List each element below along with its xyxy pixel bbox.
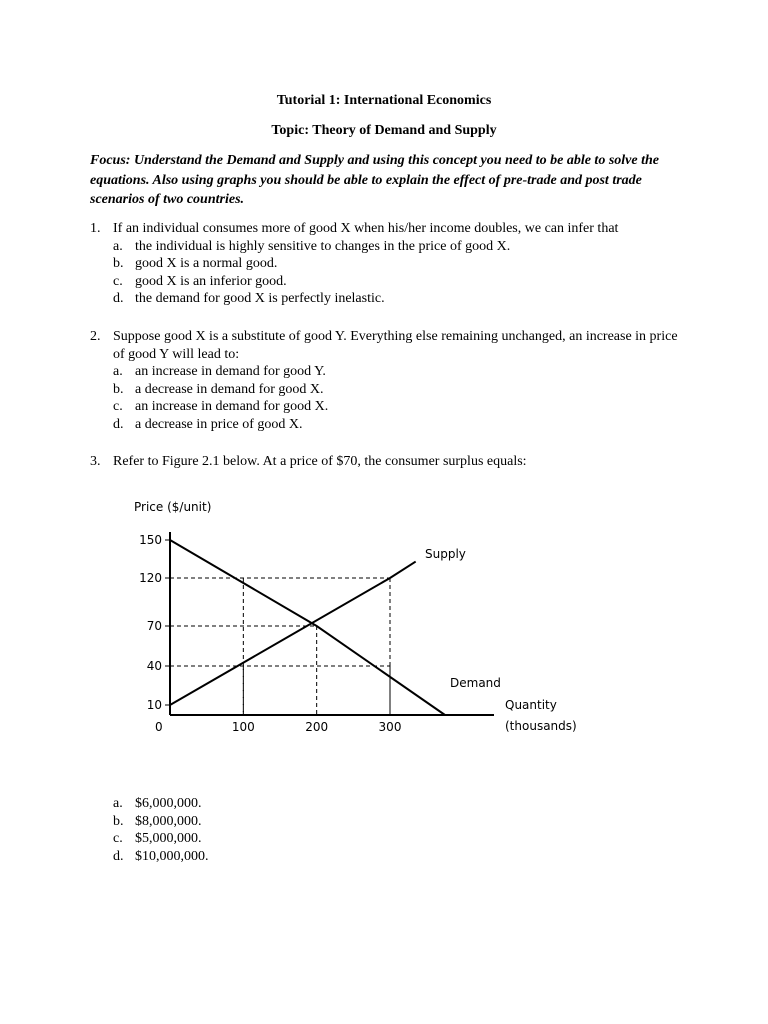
x-tick-label: 100 xyxy=(231,720,255,734)
answer-option xyxy=(90,398,690,416)
option-text: $5,000,000. xyxy=(135,831,202,847)
y-tick-label: 40 xyxy=(146,659,162,673)
answer-option xyxy=(90,830,390,848)
answer-option xyxy=(90,795,390,813)
option-letter: c. xyxy=(113,273,123,289)
x-axis-label: Quantity xyxy=(505,698,557,712)
question-1 xyxy=(90,220,690,308)
option-text: the demand for good X is perfectly inelastic. xyxy=(135,291,385,306)
answer-option xyxy=(90,848,390,866)
option-letter: b. xyxy=(113,256,124,271)
axis-ticks xyxy=(139,533,401,734)
demand-label: Demand xyxy=(450,676,501,690)
question-3 xyxy=(90,453,690,471)
supply-curve xyxy=(170,562,416,705)
answer-option xyxy=(90,273,690,291)
answer-option xyxy=(90,381,690,399)
curves xyxy=(170,540,501,715)
supply-demand-chart xyxy=(0,480,768,800)
option-letter: d. xyxy=(113,291,124,306)
option-text: a decrease in price of good X. xyxy=(135,416,303,432)
y-tick-label: 70 xyxy=(146,619,162,633)
question-number: 3. xyxy=(90,454,101,469)
guide-lines xyxy=(170,578,390,715)
origin-label: 0 xyxy=(155,720,163,734)
option-text: good X is a normal good. xyxy=(135,256,278,271)
y-tick-label: 10 xyxy=(146,698,162,712)
option-text: an increase in demand for good X. xyxy=(135,399,329,414)
answer-option xyxy=(90,238,690,256)
option-letter: c. xyxy=(113,399,123,414)
question-number: 1. xyxy=(90,221,101,236)
y-axis-label: Price ($/unit) xyxy=(134,500,212,514)
option-text: $10,000,000. xyxy=(135,848,209,864)
focus-paragraph: Focus: Understand the Demand and Supply and using this concept you need to be able to solve the equations. Also using graphs you should be able to explain the effect of pre-trade and post trade scenarios of two countries. xyxy=(90,153,659,207)
option-text: $8,000,000. xyxy=(135,813,202,829)
demand-curve xyxy=(170,540,445,715)
y-tick-label: 150 xyxy=(139,533,162,547)
y-tick-label: 120 xyxy=(139,571,162,585)
answer-option xyxy=(90,416,690,434)
question-2 xyxy=(90,328,690,433)
supply-label: Supply xyxy=(425,547,466,561)
x-axis-label-units: (thousands) xyxy=(505,719,577,733)
option-letter: a. xyxy=(113,796,123,811)
question-stem: Suppose good X is a substitute of good Y. Everything else remaining unchanged, an increase in price of good Y will lead to: xyxy=(113,329,678,362)
answer-option xyxy=(90,363,690,381)
answer-option xyxy=(90,813,390,831)
option-letter: c. xyxy=(113,831,123,847)
option-letter: b. xyxy=(113,381,124,397)
option-letter: a. xyxy=(113,364,123,379)
answer-option xyxy=(90,255,690,273)
answer-option xyxy=(90,290,690,308)
option-letter: d. xyxy=(113,416,124,432)
question-stem: If an individual consumes more of good X when his/her income doubles, we can infer that xyxy=(113,221,619,236)
question-3-options xyxy=(90,795,390,865)
option-text: $6,000,000. xyxy=(135,796,202,811)
option-text: good X is an inferior good. xyxy=(135,273,287,289)
option-letter: b. xyxy=(113,813,124,829)
option-text: an increase in demand for good Y. xyxy=(135,364,326,379)
document-title: Tutorial 1: International Economics xyxy=(276,93,492,108)
topic-heading: Topic: Theory of Demand and Supply xyxy=(271,123,497,138)
option-text: the individual is highly sensitive to changes in the price of good X. xyxy=(135,238,511,254)
option-text: a decrease in demand for good X. xyxy=(135,381,324,397)
option-letter: a. xyxy=(113,238,123,254)
question-number: 2. xyxy=(90,329,101,344)
option-letter: d. xyxy=(113,848,124,864)
x-tick-label: 200 xyxy=(305,720,329,734)
question-stem: Refer to Figure 2.1 below. At a price of $70, the consumer surplus equals: xyxy=(113,454,527,469)
x-tick-label: 300 xyxy=(378,720,402,734)
